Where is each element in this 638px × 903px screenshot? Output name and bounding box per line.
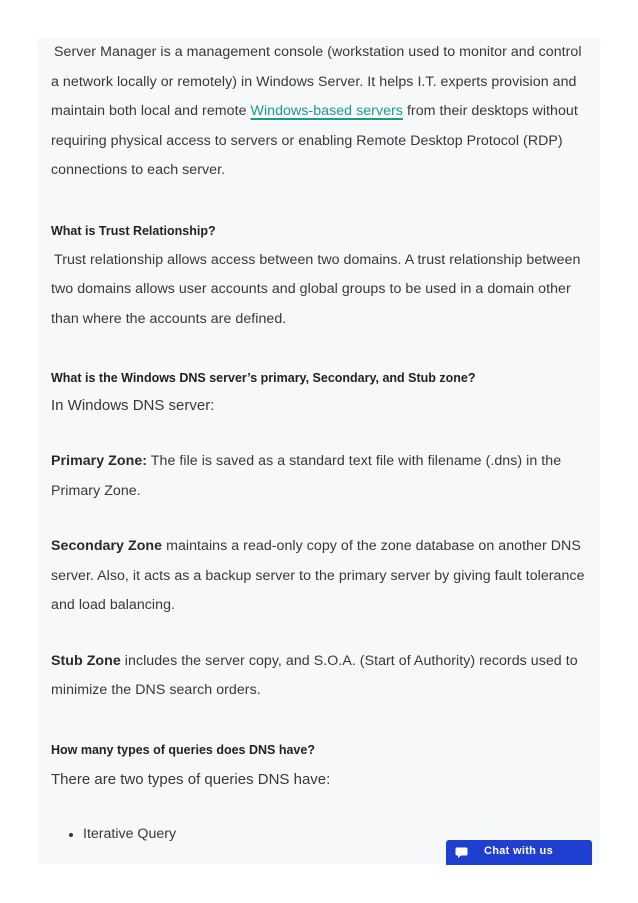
article-panel: [38, 38, 600, 864]
queries-question-heading: How many types of queries does DNS have?: [51, 742, 315, 757]
server-manager-text-end: from their desktops without requiring physical access to servers or enabling Remote Desktop Protocol (RDP) connections to each server.: [51, 103, 578, 178]
stub-zone-term: Stub Zone: [51, 652, 121, 669]
secondary-zone-paragraph: [51, 532, 591, 621]
chat-with-us-button[interactable]: [446, 840, 592, 865]
queries-intro-text: There are two types of queries DNS have:: [51, 770, 331, 788]
secondary-zone-text: maintains a read-only copy of the zone database on another DNS server. Also, it acts as a backup server to the primary server by giving fault tolerance and load balancing.: [51, 538, 585, 613]
dns-zone-question-heading: What is the Windows DNS server’s primary, Secondary, and Stub zone?: [51, 371, 476, 385]
article-content: [51, 38, 591, 849]
trust-question-heading: What is Trust Relationship?: [51, 223, 216, 238]
dns-intro-text: In Windows DNS server:: [51, 397, 215, 414]
secondary-zone-term: Secondary Zone: [51, 538, 163, 554]
stub-zone-text: includes the server copy, and S.O.A. (Start of Authority) records used to minimize the DNS search orders.: [51, 652, 578, 698]
windows-servers-link[interactable]: Windows-based servers: [250, 103, 403, 119]
list-item: • Iterative Query: [83, 820, 591, 849]
server-manager-paragraph: [51, 38, 591, 186]
server-manager-text: Server Manager is a management console (workstation used to monitor and control a network locally or remotely) in Windows Server. It helps I.T. experts provision and maintain both local and remote: [51, 44, 582, 119]
primary-zone-paragraph: [51, 447, 591, 506]
stub-zone-paragraph: [51, 647, 591, 706]
chat-bubble-icon: [455, 846, 468, 859]
primary-zone-text: The file is saved as a standard text file with filename (.dns) in the Primary Zone.: [51, 453, 562, 499]
chat-label: Chat with us: [484, 845, 553, 857]
primary-zone-term: Primary Zone:: [51, 453, 148, 469]
trust-answer-paragraph: Trust relationship allows access between two domains. A trust relationship between two domains allows user accounts and global groups to be used in a domain other than where the accounts are defined.: [51, 251, 581, 327]
